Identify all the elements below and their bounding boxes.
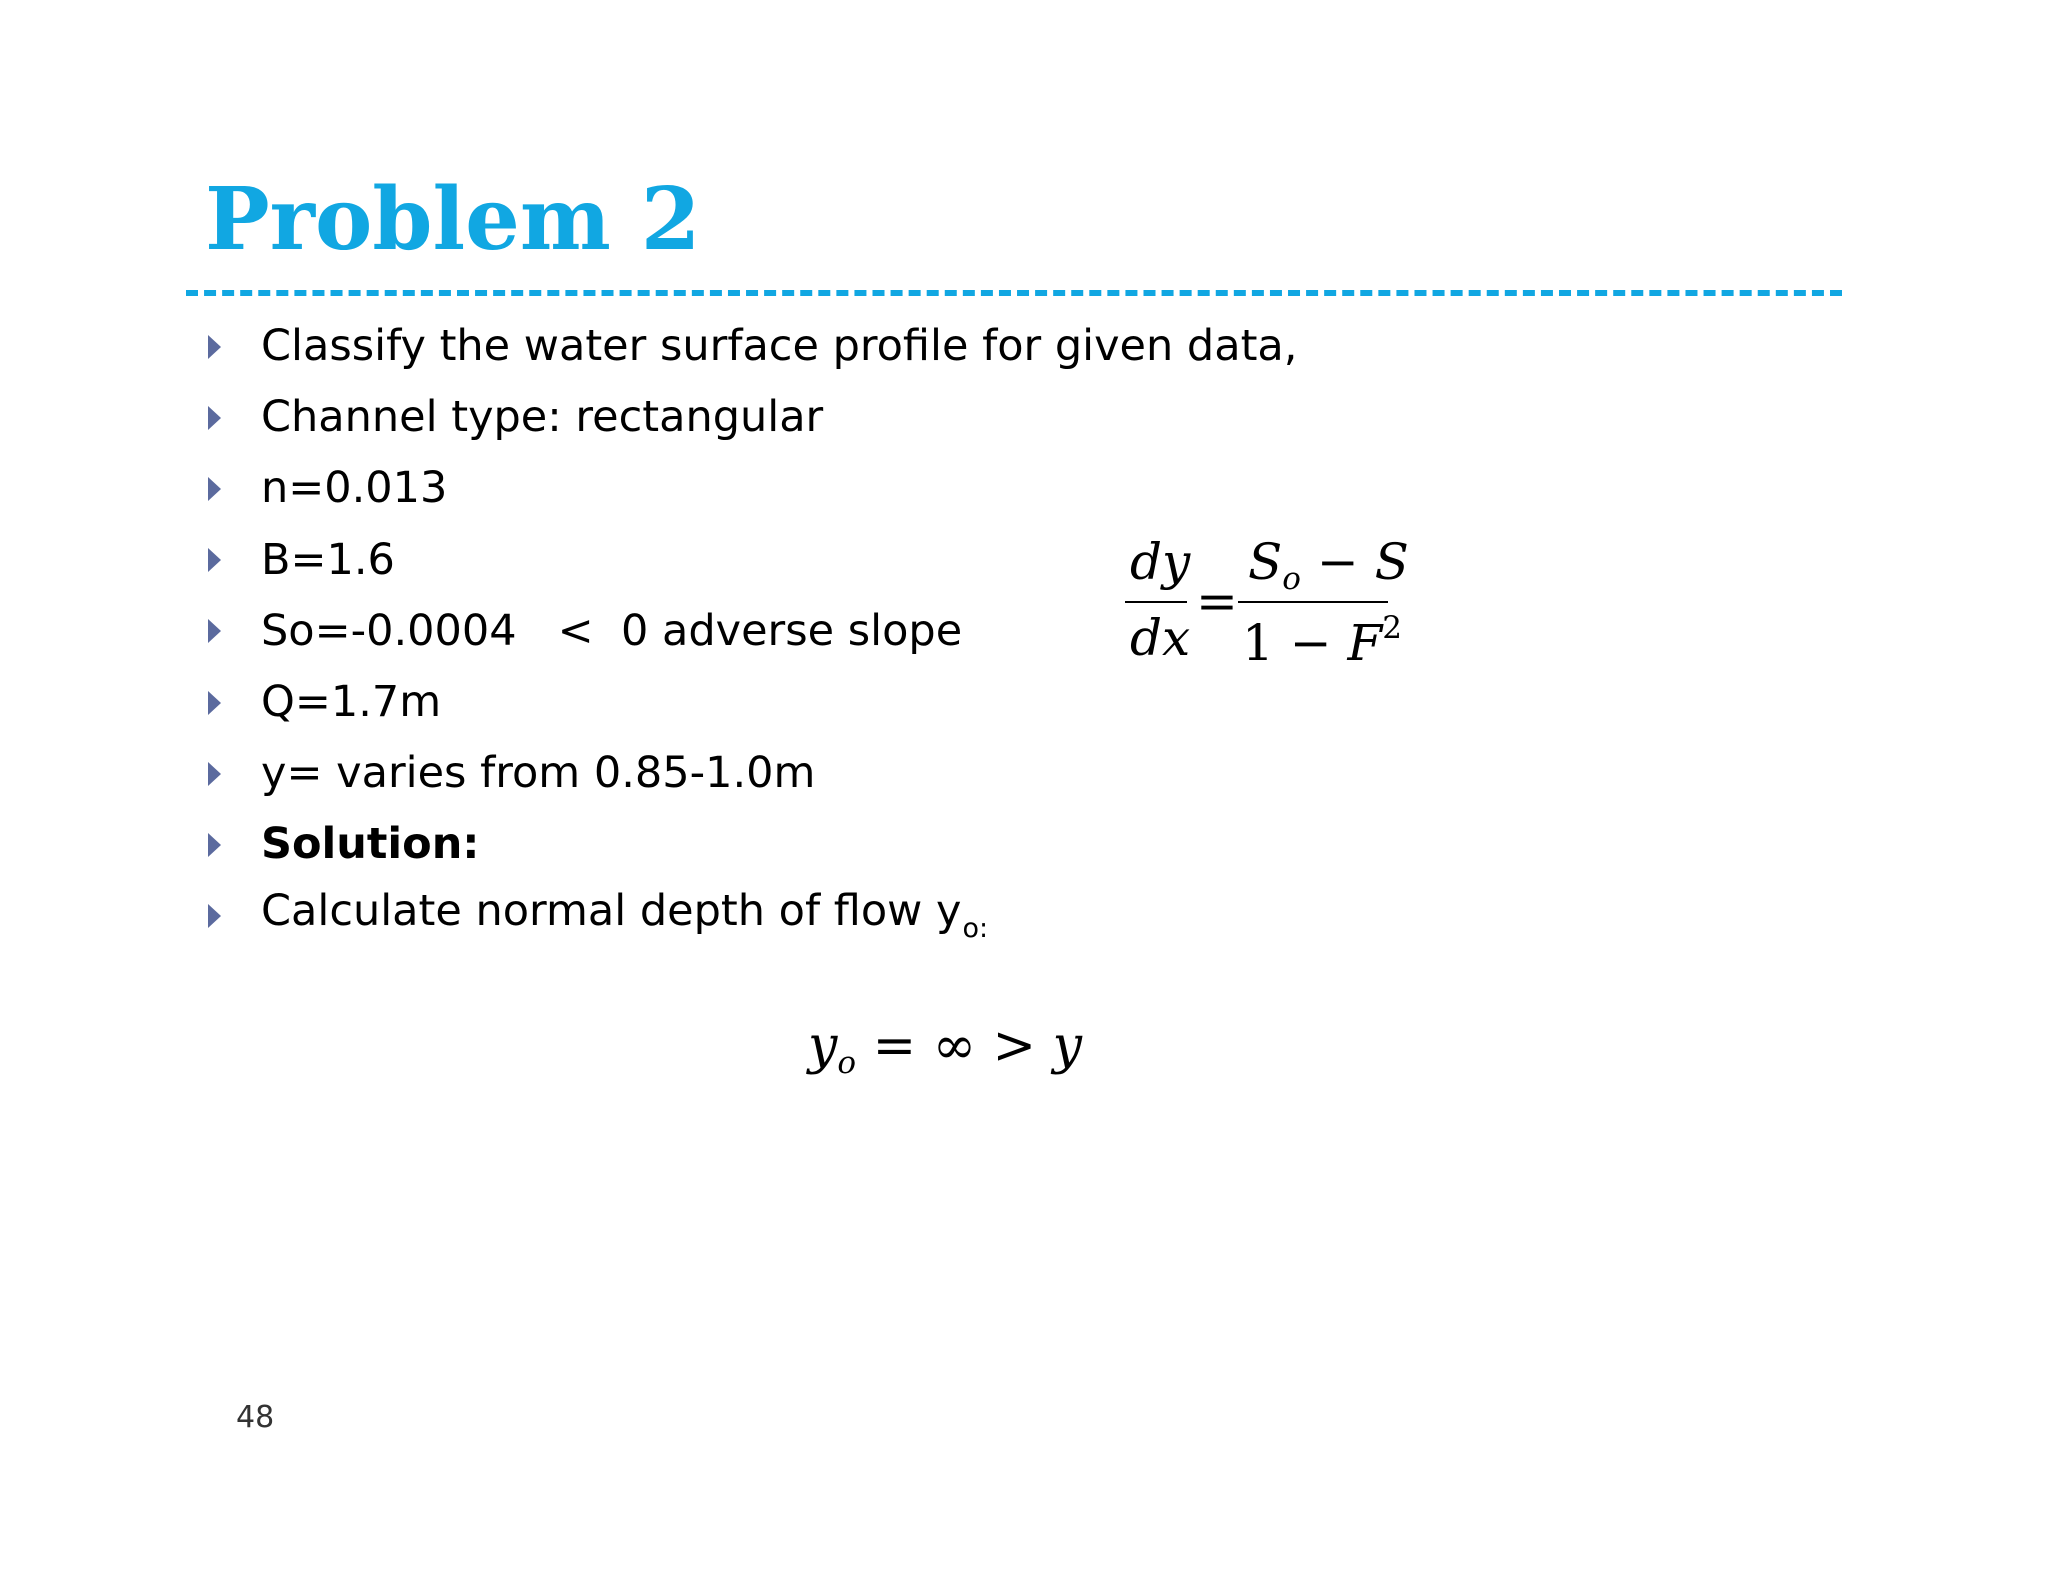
bullet-item — [205, 667, 1297, 738]
page-number: 48 — [236, 1400, 275, 1435]
bullet-item — [205, 738, 1297, 809]
solution-heading: Solution: — [261, 819, 480, 870]
slide-title: Problem 2 — [205, 169, 701, 270]
bullet-text: y= varies from 0.85-1.0m — [261, 748, 816, 799]
bullet-arrow-icon — [208, 691, 221, 715]
bullet-text — [261, 886, 989, 945]
bullet-arrow-icon — [208, 904, 221, 928]
bullet-arrow-icon — [208, 406, 221, 430]
bullet-arrow-icon — [208, 477, 221, 501]
bullet-item — [205, 311, 1297, 382]
bullet-main-text: Calculate normal depth of flow y — [261, 886, 962, 937]
bullet-text: So=-0.0004 < 0 adverse slope — [261, 605, 963, 656]
right-fraction-bar — [1238, 601, 1388, 603]
equals-sign: = — [1196, 572, 1238, 630]
bullet-arrow-icon — [208, 762, 221, 786]
bullet-arrow-icon — [208, 548, 221, 572]
right-numerator: $S_o - S$ — [1248, 533, 1409, 597]
bullet-text: Channel type: rectangular — [261, 392, 824, 443]
bullet-item — [205, 809, 1297, 880]
left-denominator: dx — [1130, 609, 1191, 667]
bullet-text: Q=1.7m — [261, 677, 442, 728]
title-dashed-rule — [186, 290, 1842, 296]
bullet-text: B=1.6 — [261, 534, 395, 585]
bullet-arrow-icon — [208, 335, 221, 359]
left-fraction-bar — [1125, 601, 1187, 603]
right-denominator: $1 - F^2$ — [1242, 610, 1402, 672]
bullet-text: Classify the water surface profile for given data, — [261, 321, 1298, 372]
bullet-arrow-icon — [208, 619, 221, 643]
left-numerator: dy — [1130, 533, 1191, 591]
normal-depth-equation: yo = ∞ > y — [808, 1016, 1083, 1081]
bullet-text: n=0.013 — [261, 463, 448, 514]
bullet-item — [205, 881, 1297, 952]
bullet-arrow-icon — [208, 833, 221, 857]
bullet-subscript: o: — [962, 913, 989, 945]
bullet-item — [205, 382, 1297, 453]
slope-equation — [1120, 531, 1409, 672]
bullet-item — [205, 453, 1297, 524]
